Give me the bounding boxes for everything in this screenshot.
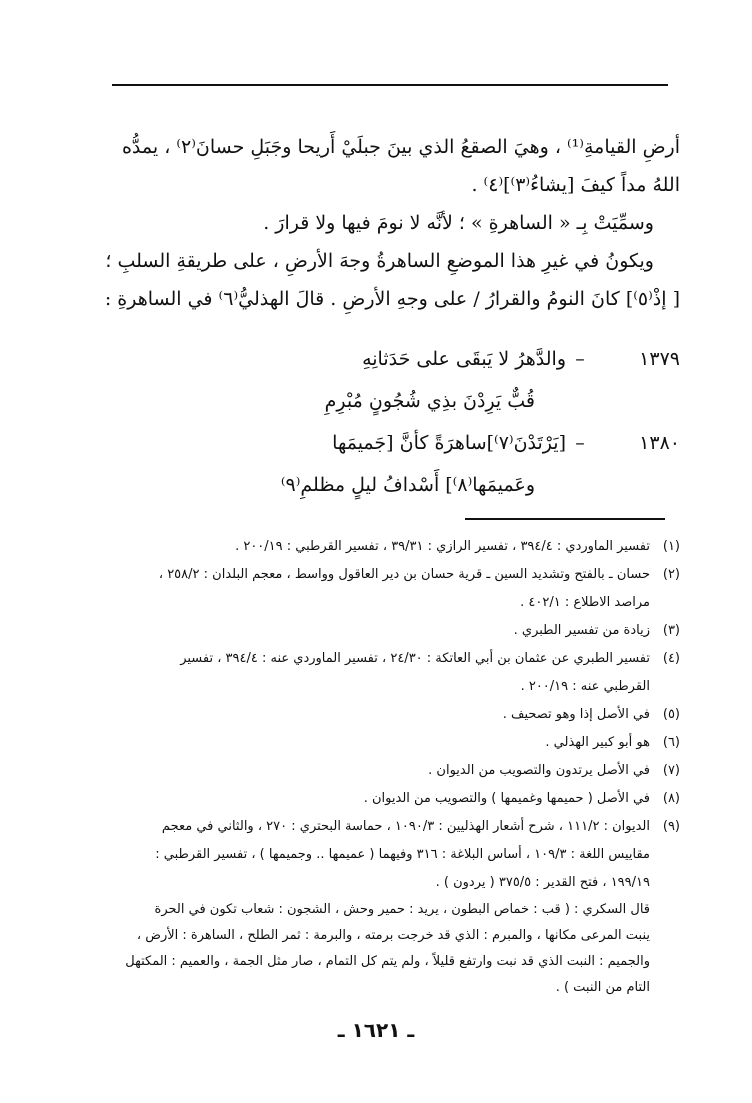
footnote-8 bbox=[100, 785, 680, 813]
verse-text: والدَّهرُ لا يَبقَى على حَدَثانِهِ bbox=[362, 348, 566, 370]
footnote-text: في الأصل ( حميمها وغميمها ) والتصويب من الديوان . bbox=[363, 791, 650, 806]
footnote-7 bbox=[100, 757, 680, 785]
poem bbox=[80, 338, 680, 506]
footnote-text: ١٩٩/١٩ ، فتح القدير : ٣٧٥/٥ ( يردون ) . bbox=[435, 875, 650, 890]
commentary-line: التام من النبت ) . bbox=[555, 980, 650, 995]
footnote-number: (٩) bbox=[662, 819, 680, 834]
main-line-2: اللهُ مداً كيفَ [يشاءُ⁽٣⁾]⁽٤⁾ . bbox=[471, 173, 680, 196]
footnote-number: (١) bbox=[662, 539, 680, 554]
footnote-text: القرطبي عنه : ٢٠٠/١٩ . bbox=[520, 679, 650, 694]
footnote-4 bbox=[100, 645, 680, 701]
footnote-text: تفسير الماوردي : ٣٩٤/٤ ، تفسير الرازي : ٣٩/٣١ ، تفسير القرطبي : ٢٠٠/١٩ . bbox=[235, 539, 650, 554]
footnote-text: في الأصل يرتدون والتصويب من الديوان . bbox=[428, 763, 650, 778]
footnote-text: حسان ـ بالفتح وتشديد السين ـ قرية حسان بن دير العاقول وواسط ، معجم البلدان : ٢٥٨/٢ ، bbox=[158, 567, 650, 582]
footnote-number: (٢) bbox=[662, 567, 680, 582]
header-rule bbox=[112, 84, 668, 86]
footnote-3 bbox=[100, 617, 680, 645]
verse-1-first-half bbox=[80, 338, 680, 380]
main-line-1: أرضِ القيامةِ⁽¹⁾ ، وهيَ الصقعُ الذي بينَ جبلَيْ أَريحا وجَبَلِ حسانَ⁽٢⁾ ، يمدُّه bbox=[121, 135, 680, 158]
main-text bbox=[102, 128, 680, 318]
main-line-4: ويكونُ في غيرِ هذا الموضعِ الساهرةُ وجهَ الأرضِ ، على طريقةِ السلبِ ؛ bbox=[105, 249, 654, 272]
main-line-3: وسمِّيَتْ بِـ « الساهرةِ » ؛ لأنَّه لا نومَ فيها ولا قرارَ . bbox=[263, 211, 654, 234]
commentary-line: والجميم : النبت الذي قد نبت وارتفع قليلاً ، ولم يتم كل التمام ، صار مثل الجمة ، والعميم : المكتهل bbox=[125, 954, 650, 969]
footnote-number: (٥) bbox=[662, 707, 680, 722]
verse-2-second-half: وعَميمَها⁽٨⁾] أَسْدافُ ليلٍ مظلمِ⁽٩⁾ bbox=[280, 474, 535, 496]
footnote-number: (٧) bbox=[662, 763, 680, 778]
page-number: ـ ١٦٢١ ـ bbox=[337, 1018, 415, 1042]
footnote-number: (٦) bbox=[662, 735, 680, 750]
footnotes-rule bbox=[465, 518, 665, 520]
footnote-5 bbox=[100, 701, 680, 729]
verse-2-first-half bbox=[80, 422, 680, 464]
footnote-text: هو أبو كبير الهذلي . bbox=[545, 735, 650, 750]
footnote-text: تفسير الطبري عن عثمان بن أبي العاتكة : ٢٤/٣٠ ، تفسير الماوردي عنه : ٣٩٤/٤ ، تفسير bbox=[180, 651, 650, 666]
footnote-text: في الأصل إذا وهو تصحيف . bbox=[502, 707, 650, 722]
verse-dash: – bbox=[575, 348, 585, 370]
footnote-number: (٨) bbox=[662, 791, 680, 806]
footnote-9 bbox=[100, 813, 680, 897]
main-line-5: [ إذْ⁽٥⁾] كانَ النومُ والقرارُ / على وجهِ الأرضِ . قالَ الهذليُّ⁽٦⁾ في الساهرةِ : bbox=[104, 287, 680, 310]
footnote-number: (٣) bbox=[662, 623, 680, 638]
footnote-1 bbox=[100, 533, 680, 561]
footnote-text: مراصد الاطلاع : ٤٠٢/١ . bbox=[520, 595, 650, 610]
footnote-text: مقاييس اللغة : ١٠٩/٣ ، أساس البلاغة : ٣١٦ وفيهما ( عميمها .. وجميمها ) ، تفسير القرطبي : bbox=[155, 847, 650, 862]
footnote-text: الديوان : ١١١/٢ ، شرح أشعار الهذليين : ١٠٩٠/٣ ، حماسة البحتري : ٢٧٠ ، والثاني في معجم bbox=[161, 819, 650, 834]
footnote-2 bbox=[100, 561, 680, 617]
footnote-6 bbox=[100, 729, 680, 757]
verse-number: ١٣٨٠ bbox=[639, 432, 680, 454]
verse-number: ١٣٧٩ bbox=[639, 348, 680, 370]
footnote-text: زيادة من تفسير الطبري . bbox=[513, 623, 650, 638]
footnote-number: (٤) bbox=[662, 651, 680, 666]
verse-1-second-half: قُبٌّ يَرِدْنَ بذِي شُجُونٍ مُبْرِمِ bbox=[324, 390, 535, 412]
sukkari-commentary bbox=[100, 897, 650, 1001]
verse-text: [يَرْتَدْنَ⁽٧⁾]ساهرَةً كأنَّ [جَميمَها bbox=[332, 432, 566, 454]
footnotes bbox=[100, 533, 680, 1001]
verse-dash: – bbox=[575, 432, 585, 454]
commentary-line: قال السكري : ( قب : خماص البطون ، يريد : حمير وحش ، الشجون : شعاب تكون في الحرة bbox=[154, 902, 650, 917]
commentary-line: ينبت المرعى مكانها ، والمبرم : الذي قد خرجت برمته ، والبرمة : ثمر الطلح ، الساهرة : الأرض ، bbox=[136, 928, 650, 943]
